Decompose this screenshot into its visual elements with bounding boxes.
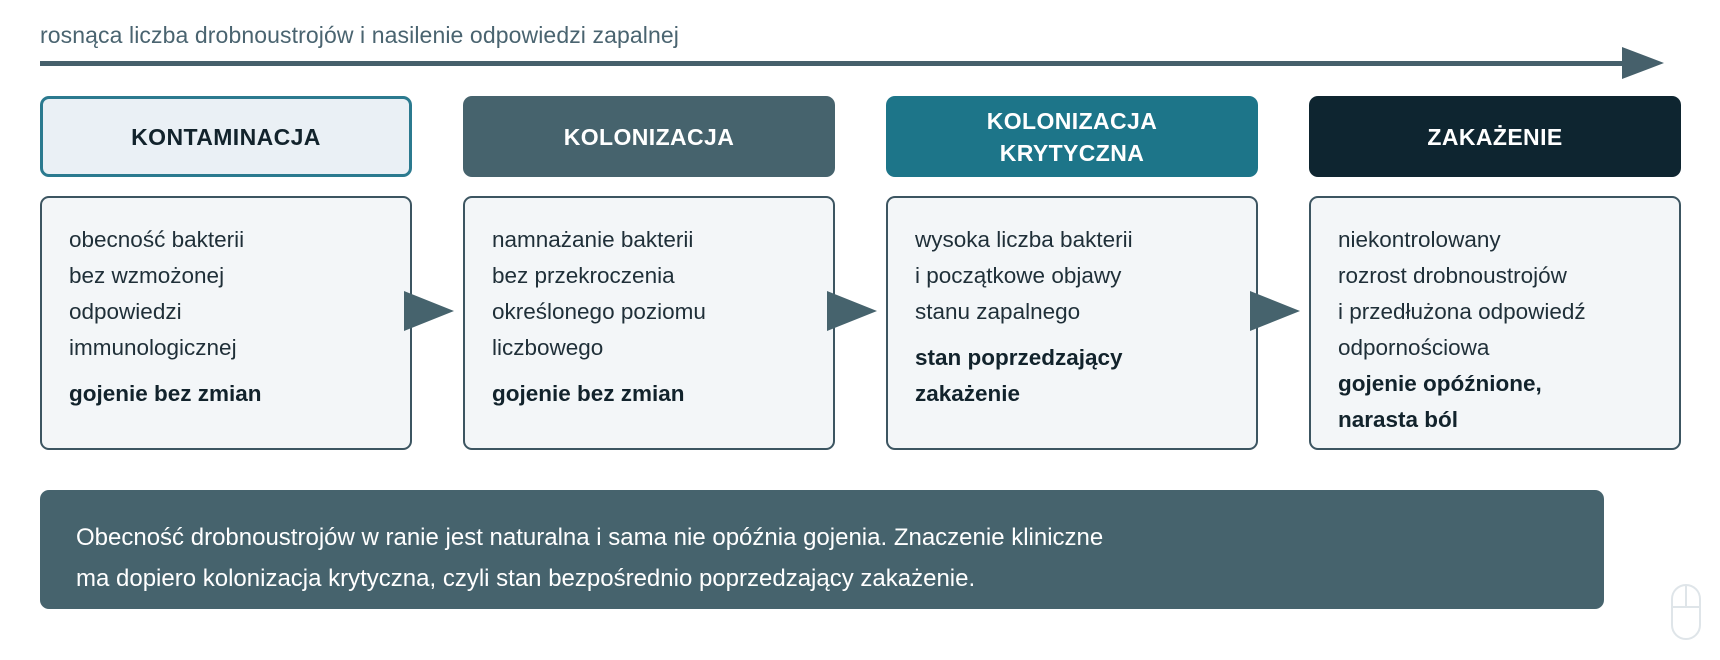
progression-caption: rosnąca liczba drobnoustrojów i nasilenie odpowiedzi zapalnej	[40, 22, 679, 48]
stage-card-kontaminacja	[40, 196, 412, 450]
mouse-icon	[1670, 583, 1702, 641]
progression-arrow-line	[40, 61, 1635, 66]
stage-title: KOLONIZACJA	[563, 123, 735, 150]
stage-title: KONTAMINACJA	[131, 123, 321, 150]
stage-outcome: gojenie opóźnione, narasta ból	[1338, 371, 1542, 432]
progression-arrow-head	[1622, 47, 1664, 79]
stage-header-kontaminacja	[40, 96, 412, 177]
flow-arrow-3-4	[1250, 291, 1300, 331]
flow-arrow-1-2	[404, 291, 454, 331]
stage-header-kolonizacja-krytyczna	[886, 96, 1258, 177]
stage-description: niekontrolowany rozrost drobnoustrojów i przedłużona odpowiedź odpornościowa	[1338, 227, 1586, 360]
stage-outcome: stan poprzedzający zakażenie	[915, 345, 1123, 406]
stage-description: obecność bakterii bez wzmożonej odpowiedzi immunologicznej	[69, 227, 245, 360]
stage-title: KOLONIZACJA KRYTYCZNA	[986, 107, 1158, 166]
summary-note	[40, 490, 1604, 609]
stage-header-zakazenie	[1309, 96, 1681, 177]
stage-header-kolonizacja	[463, 96, 835, 177]
stage-outcome: gojenie bez zmian	[69, 381, 262, 406]
stage-description: wysoka liczba bakterii i początkowe objawy stanu zapalnego	[915, 227, 1133, 324]
stage-description: namnażanie bakterii bez przekroczenia określonego poziomu liczbowego	[492, 227, 706, 360]
stage-outcome: gojenie bez zmian	[492, 381, 685, 406]
summary-note-line-1: Obecność drobnoustrojów w ranie jest naturalna i sama nie opóźnia gojenia. Znaczenie kliniczne	[76, 524, 1104, 551]
stage-card-kolonizacja	[463, 196, 835, 450]
summary-note-line-2: ma dopiero kolonizacja krytyczna, czyli stan bezpośrednio poprzedzający zakażenie.	[76, 565, 976, 592]
flow-arrow-2-3	[827, 291, 877, 331]
stage-title: ZAKAŻENIE	[1427, 123, 1563, 150]
stage-card-kolonizacja-krytyczna	[886, 196, 1258, 450]
stage-card-zakazenie	[1309, 196, 1681, 450]
